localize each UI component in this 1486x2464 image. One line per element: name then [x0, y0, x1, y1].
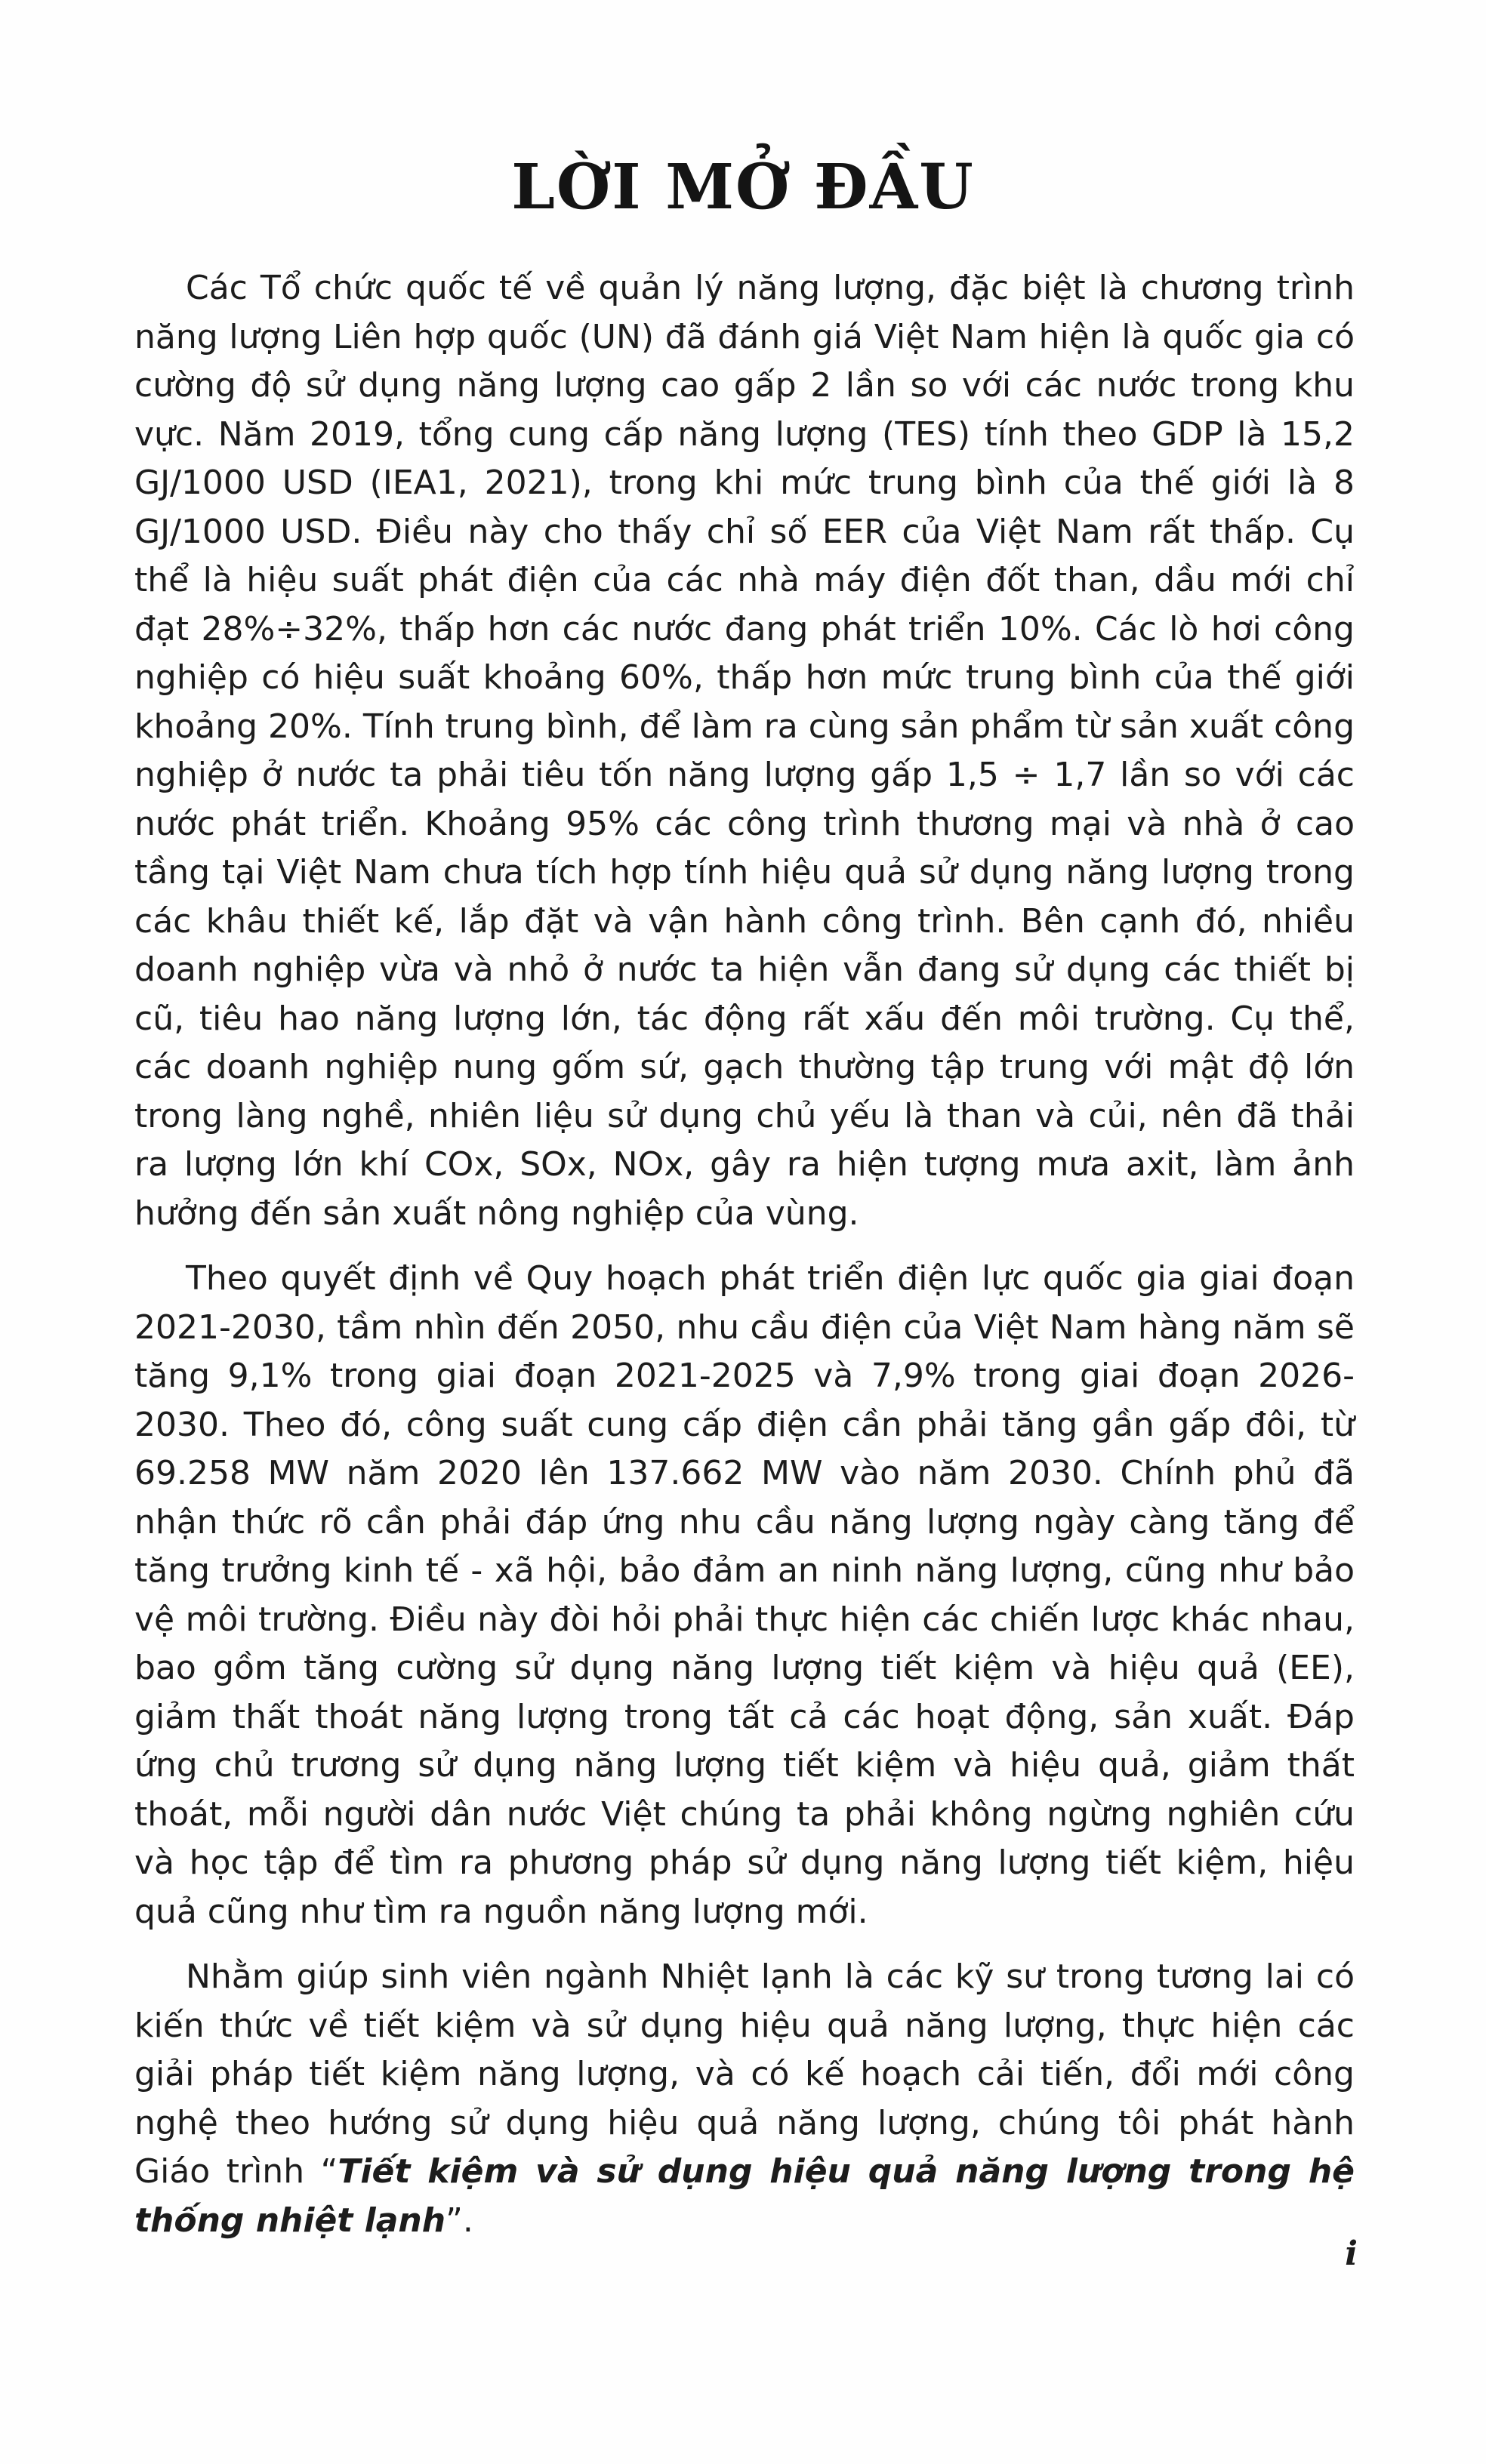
paragraph-3-lead: Nhằm giúp sinh viên ngành Nhiệt lạnh là các kỹ sư trong tương lai có kiến thức về tiết kiệm và sử dụng hiệu quả năng lượng, thực hiện các giải pháp tiết kiệm năng lượng, và có kế hoạch cải tiến, đổi mới công nghệ theo hướng sử dụng hiệu quả năng lượng, chúng tôi phát hành Giáo trình “: [134, 1957, 1355, 2191]
page-number: i: [1345, 2235, 1358, 2273]
paragraph-3: [134, 1953, 1355, 2245]
paragraph-2: Theo quyết định về Quy hoạch phát triển điện lực quốc gia giai đoạn 2021-2030, tầm nhìn đến 2050, nhu cầu điện của Việt Nam hàng năm sẽ tăng 9,1% trong giai đoạn 2021-2025 và 7,9% trong giai đoạn 2026-2030. Theo đó, công suất cung cấp điện cần phải tăng gần gấp đôi, từ 69.258 MW năm 2020 lên 137.662 MW vào năm 2030. Chính phủ đã nhận thức rõ cần phải đáp ứng nhu cầu năng lượng ngày càng tăng để tăng trưởng kinh tế - xã hội, bảo đảm an ninh năng lượng, cũng như bảo vệ môi trường. Điều này đòi hỏi phải thực hiện các chiến lược khác nhau, bao gồm tăng cường sử dụng năng lượng tiết kiệm và hiệu quả (EE), giảm thất thoát năng lượng trong tất cả các hoạt động, sản xuất. Đáp ứng chủ trương sử dụng năng lượng tiết kiệm và hiệu quả, giảm thất thoát, mỗi người dân nước Việt chúng ta phải không ngừng nghiên cứu và học tập để tìm ra phương pháp sử dụng năng lượng tiết kiệm, hiệu quả cũng như tìm ra nguồn năng lượng mới.: [134, 1259, 1355, 1931]
preface-body: [134, 264, 1355, 2245]
page-title: LỜI MỞ ĐẦU: [511, 151, 975, 223]
paragraph-3-tail: ”.: [445, 2201, 473, 2240]
book-title-emphasis: Tiết kiệm và sử dụng hiệu quả năng lượng trong hệ thống nhiệt lạnh: [134, 2152, 1355, 2240]
paragraph-1: Các Tổ chức quốc tế về quản lý năng lượng, đặc biệt là chương trình năng lượng Liên hợp quốc (UN) đã đánh giá Việt Nam hiện là quốc gia có cường độ sử dụng năng lượng cao gấp 2 lần so với các nước trong khu vực. Năm 2019, tổng cung cấp năng lượng (TES) tính theo GDP là 15,2 GJ/1000 USD (IEA1, 2021), trong khi mức trung bình của thế giới là 8 GJ/1000 USD. Điều này cho thấy chỉ số EER của Việt Nam rất thấp. Cụ thể là hiệu suất phát điện của các nhà máy điện đốt than, dầu mới chỉ đạt 28%÷32%, thấp hơn các nước đang phát triển 10%. Các lò hơi công nghiệp có hiệu suất khoảng 60%, thấp hơn mức trung bình của thế giới khoảng 20%. Tính trung bình, để làm ra cùng sản phẩm từ sản xuất công nghiệp ở nước ta phải tiêu tốn năng lượng gấp 1,5 ÷ 1,7 lần so với các nước phát triển. Khoảng 95% các công trình thương mại và nhà ở cao tầng tại Việt Nam chưa tích hợp tính hiệu quả sử dụng năng lượng trong các khâu thiết kế, lắp đặt và vận hành công trình. Bên cạnh đó, nhiều doanh nghiệp vừa và nhỏ ở nước ta hiện vẫn đang sử dụng các thiết bị cũ, tiêu hao năng lượng lớn, tác động rất xấu đến môi trường. Cụ thể, các doanh nghiệp nung gốm sứ, gạch thường tập trung với mật độ lớn trong làng nghề, nhiên liệu sử dụng chủ yếu là than và củi, nên đã thải ra lượng lớn khí COx, SOx, NOx, gây ra hiện tượng mưa axit, làm ảnh hưởng đến sản xuất nông nghiệp của vùng.: [134, 269, 1355, 1233]
